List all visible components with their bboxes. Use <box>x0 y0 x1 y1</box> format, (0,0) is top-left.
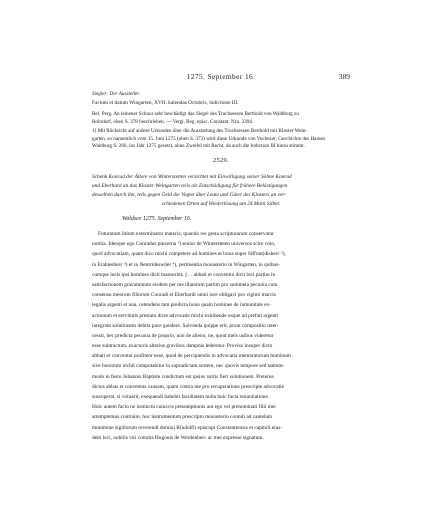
page-number: 389 <box>338 72 350 81</box>
sealer-line: Siegler: Der Aussteller. <box>92 91 141 97</box>
text-line: munimine sigillorum reverendi domini R(udolfi) episcopi Constantiensis et capituli eius- <box>92 424 283 431</box>
regest-summary <box>92 175 350 211</box>
text-line: susceperat, si voluerit, exequendi habebit facultatem nulla huic facta renuntiatione. <box>92 394 270 400</box>
text-line: Futurarum litium exterminator materia, quando res gesta scripturarum conservatur <box>98 231 274 237</box>
document-number: 2529. <box>213 157 229 164</box>
text-line: dictus abbas et conventus causam, quam contra me pro recuperatione prescripte advocatie <box>92 383 284 390</box>
text-line: notitia. Ideoque ego Conradus pincerna ¹) senior de Wintersteten universos scire volo, <box>92 241 276 248</box>
archive-note-line: Rohrdorf, oben S. 378 beschrieben. — Vergl. Reg. episc. Constant. Nro. 2394. <box>92 118 254 125</box>
text-line: integram solutionem debita pace gaudere. Solvenda quippe erit, prout compositio inter- <box>92 322 279 329</box>
footnote-line: garten, so namentlich vom 15. Juni 1275 (oben S. 373) wird diese Urkunde von Vochezer, Geschichte des Hauses <box>92 135 326 142</box>
summary-line: Schenk Konrad der Ältere von Winterstetten verzichtet mit Einwilligung seiner Söhne Konrad <box>92 174 292 180</box>
previous-document-closing <box>92 92 350 152</box>
summary-line: desselben durch ihn, teils gegen Geld die Vogtei über Leute und Güter des Klosters an ver- <box>92 192 287 198</box>
text-line: quod advocatiam, quam dico michi competere ad homines et bona super Siffran(disberc ²), <box>92 251 286 258</box>
text-line: dem loci, nobilis viri comitis Hugonis de Werdenberc ac mei expresse signatum. <box>92 434 264 441</box>
text-line: modo in festo Johannis Baptiste condictum est ipsius sortis fieri solutionem. Preterea <box>92 373 274 380</box>
archive-note <box>92 112 350 129</box>
text-line: cessit, hec predicta pecunia de proprio, non de alieno, ne, quod meis usibus videretur <box>92 332 274 339</box>
summary-line: und Eberhard an das Kloster Weingarten teils als Entschädigung für frühere Belästigungen <box>92 183 288 189</box>
footnote-line: Waldburg S. 260, ins Jahr 1275 gesetzt, ohne Zweifel mit Recht, da auch die Indiction III hiezu stimmt. <box>92 143 305 149</box>
text-line: cumque locis ipsi homines dicti manserint, || . . abbati et conventui dicti loci partim in <box>92 271 276 278</box>
text-line: satisfactionem gravaminum eisdem per me illatorum partim pro summeta pecunia cum <box>92 281 278 288</box>
archive-note-line: Rel. Perg. An leinener Schnur sehr beschädigt das Siegel des Truchsessen Berthold von Waldburg zu <box>92 111 299 117</box>
footnote-line: 1) Mit Rücksicht auf andere Urkunden über die Ausstattung des Truchsessen Berthold mit Kloster Wein- <box>92 128 308 134</box>
text-line: actionum et servitutis prestatu dicte advocatie michi exhibende usque ad prefati argenti <box>92 312 279 319</box>
charter-text <box>92 232 350 446</box>
footnote-1 <box>92 129 350 152</box>
text-line: Huic autem facto ne instinctu cuiusvis presumptionis aut ego vel prenominati filii mei <box>92 404 276 411</box>
header-date: 1275. September 16. <box>186 72 256 81</box>
text-line: consensu meorum filiorum Conradi et Eberhardi omni iure obligavi pro viginti marcis <box>92 292 276 299</box>
summary-line: schiedenen Orten auf Wiederlösung um 24 Mark Silber. <box>161 201 281 207</box>
text-line: esse subtractum, exactoris alterius gravibus dampnis lederetur. Proviso insuper dicto <box>92 343 273 350</box>
text-line: attemptemus contraire, hoc instrumentum prescripto monasterio contuli ad cautelam <box>92 414 272 421</box>
running-header <box>92 72 350 84</box>
place-date: Waldsee 1275. September 16. <box>122 216 192 222</box>
text-line: legalis argenti et una, ostendens tam predicta bona quam homines de inmunitate ex- <box>92 302 272 309</box>
date-line: Factum et datum Wingarten, XVII. kalendas Octobris, indictione III. <box>92 100 239 106</box>
text-line: in Erahtesberc ³) et in Nentrideswiler ⁴), pertinentia monasterio in Wingarten, in quibus- <box>92 261 281 268</box>
text-line: sive bonorum nichil computabitur in supradictam sortem, nec quovis tempore sed tantum- <box>92 363 285 370</box>
text-line: abbati et conventui profiteor esse, quod de percipiendis in advocatia memoratorum hominum <box>92 353 291 360</box>
